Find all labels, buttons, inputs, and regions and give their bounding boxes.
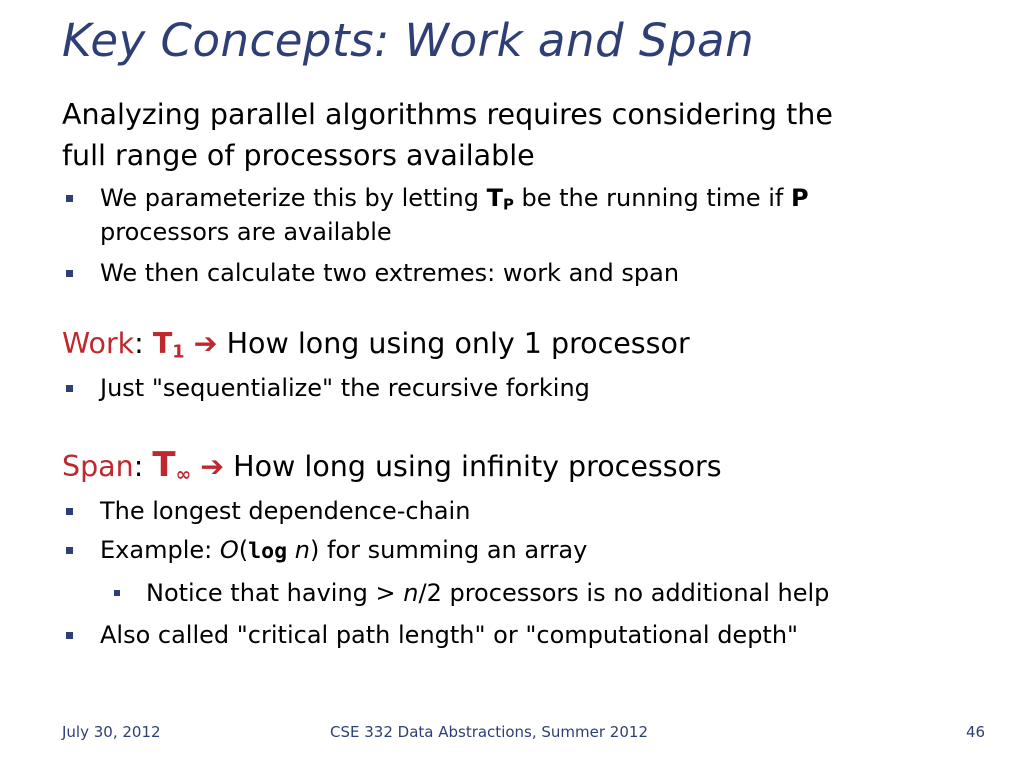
span-label: Span <box>62 450 134 483</box>
span-t-symbol: $T_\infty$ <box>152 445 192 486</box>
bullet-text: We then calculate two extremes: work and span <box>100 259 680 287</box>
square-bullet-icon <box>66 547 73 554</box>
square-bullet-icon <box>66 508 73 515</box>
bullet-text: We parameterize this by letting <box>100 184 487 212</box>
t-symbol: $T_P$ <box>486 184 514 214</box>
bullet-text: Just "sequentialize" the recursive forking <box>100 374 590 402</box>
square-bullet-icon <box>66 632 73 639</box>
work-t-symbol: $T_1$ <box>152 327 185 363</box>
square-bullet-icon <box>66 195 73 202</box>
footer-course: CSE 332 Data Abstractions, Summer 2012 <box>330 723 648 741</box>
span-description: How long using infinity processors <box>224 450 722 483</box>
slide-title: Key Concepts: Work and Span <box>62 14 755 67</box>
arrow-right-icon: ➔ <box>193 327 218 360</box>
span-heading: Span: $T_\infty$ ➔ How long using infinity processors <box>62 445 722 486</box>
work-heading: Work: $T_1$ ➔ How long using only 1 processor <box>62 327 690 363</box>
square-bullet-icon <box>114 590 120 596</box>
arrow-right-icon: ➔ <box>200 450 225 483</box>
bullet-text: Also called "critical path length" or "computational depth" <box>100 621 799 649</box>
work-description: How long using only 1 processor <box>217 327 690 360</box>
square-bullet-icon <box>66 270 73 277</box>
bullet-text: The longest dependence-chain <box>100 497 471 525</box>
log-code: log <box>248 539 288 564</box>
t-subscript: P <box>502 195 514 214</box>
intro-line-1: Analyzing parallel algorithms requires considering the <box>62 98 833 131</box>
footer-page-number: 46 <box>966 723 986 741</box>
square-bullet-icon <box>66 385 73 392</box>
bullet-text-mid: be the running time if <box>513 184 791 212</box>
p-symbol: P <box>790 184 809 212</box>
intro-paragraph <box>62 94 833 176</box>
work-label: Work <box>62 327 135 360</box>
footer-date: July 30, 2012 <box>62 723 161 741</box>
intro-line-2: full range of processors available <box>62 139 535 172</box>
